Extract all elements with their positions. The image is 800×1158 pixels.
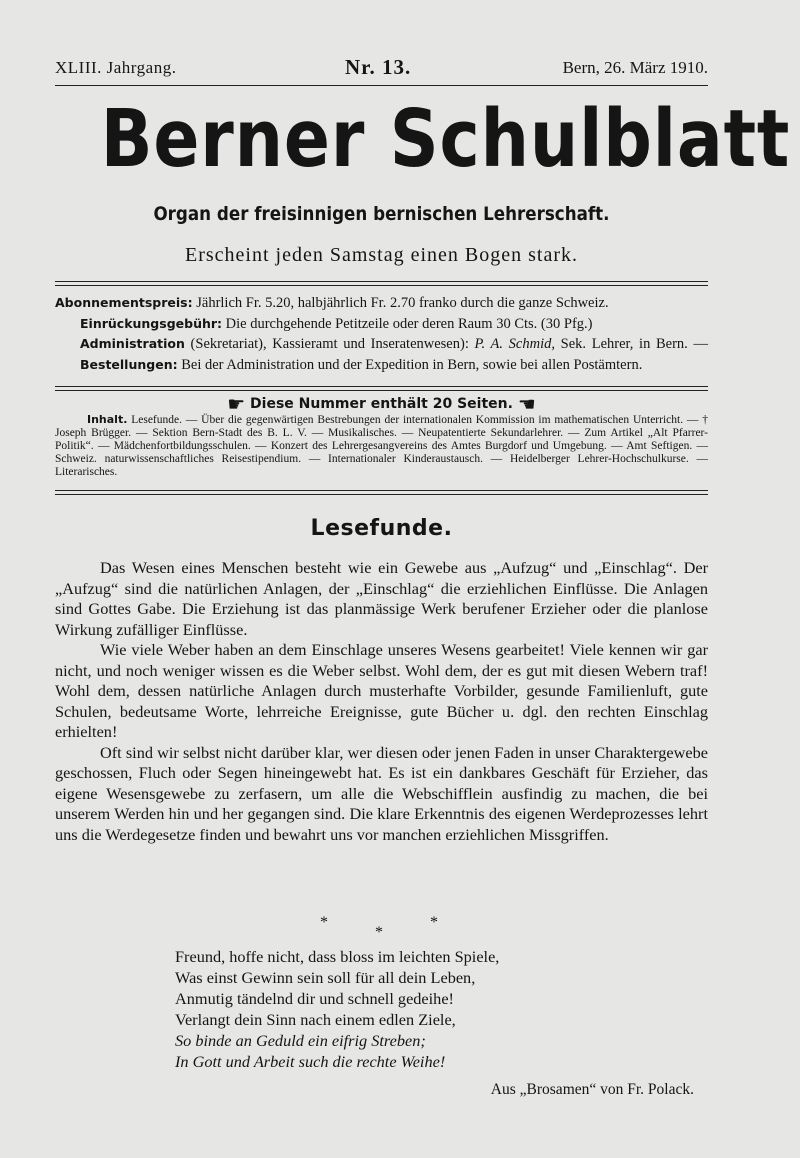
poem-line: Verlangt dein Sinn nach einem edlen Ziele, bbox=[175, 1010, 456, 1029]
poem-line: Anmutig tändelnd dir und schnell gedeihe! bbox=[175, 989, 454, 1008]
poem-line: In Gott und Arbeit such die rechte Weihe! bbox=[175, 1052, 446, 1071]
table-of-contents: Inhalt. Lesefunde. — Über die gegenwärtigen Bestrebungen der internationalen Kommission im mathematischen Unterricht. — † Joseph Brügger. — Sektion Bern-Stadt des B. L. V. — Musikalisches. — Neupatentierte Sekundarlehrer. — Zum Artikel „Alt Pfarrer-Politik“. — Mädchenfortbildungsschulen. — Konzert des Lehrergesangvereins des Amtes Burgdorf und Umgebung. — Amt Seftigen. — Schweiz. naturwissenschaftliches Reisestipendium. — Internationaler Kinderaustausch. — Heidelberger Lehrer-Hochschulkurse. — Literarisches. bbox=[55, 413, 708, 478]
poem bbox=[175, 946, 499, 1072]
rule bbox=[55, 494, 708, 495]
article-paragraph: Das Wesen eines Menschen besteht wie ein Gewebe aus „Aufzug“ und „Einschlag“. Der „Aufzug“ sind die natürlichen Anlagen, der „Einschlag“ die erziehlichen Einflüsse. Die Anlagen sind Gottes Gabe. Die Erziehung ist das planmässige Werk berufener Erzieher oder die planlose Wirkung zufälliger Einflüsse. bbox=[55, 558, 708, 639]
poem-source: Aus „Brosamen“ von Fr. Polack. bbox=[490, 1081, 694, 1098]
poem-line: Freund, hoffe nicht, dass bloss im leichten Spiele, bbox=[175, 947, 500, 966]
article-paragraph: Oft sind wir selbst nicht darüber klar, wer diesen oder jenen Faden in unser Charaktergewebe geschossen, Fluch oder Segen hineingewebt hat. Es ist ein dankbares Geschäft für Erzieher, das eigene Wesensgewebe zu zerfasern, um alle die Webschifflein ausfindig zu machen, die bei unserem Werden hin und her gegangen sind. Die klare Erkenntnis des eigenen Werdeprozesses lehrt uns die Werdegesetze finden und bewahrt uns vor manchen erziehlichen Missgriffen. bbox=[55, 742, 708, 844]
publication-frequency: Erscheint jeden Samstag einen Bogen stark. bbox=[184, 244, 578, 266]
place-date: Bern, 26. März 1910. bbox=[562, 58, 708, 77]
asterisk: * bbox=[320, 914, 328, 931]
article-title: Lesefunde. bbox=[310, 516, 453, 541]
pointing-hand-right-icon: ☛ bbox=[227, 392, 246, 416]
masthead-subtitle: Organ der freisinnigen bernischen Lehrerschaft. bbox=[153, 203, 610, 225]
rule bbox=[55, 390, 708, 391]
pointing-hand-left-icon: ☚ bbox=[517, 392, 536, 416]
asterisk: * bbox=[430, 914, 438, 931]
header-rule bbox=[55, 85, 708, 86]
admin-line: Administration (Sekretariat), Kassieramt und Inseratenwesen): P. A. Schmid, Sek. Lehrer, in Bern. — Bestellungen: Bei der Administration und der Expedition in Bern, sowie bei allen Postämtern. bbox=[80, 336, 708, 373]
rule bbox=[55, 386, 708, 387]
masthead-title: Berner Schulblatt bbox=[100, 93, 791, 185]
insert-line: Einrückungsgebühr: Die durchgehende Petitzeile oder deren Raum 30 Cts. (30 Pfg.) bbox=[80, 315, 593, 332]
rule bbox=[55, 285, 708, 286]
article-body bbox=[55, 558, 708, 845]
price-line: Abonnementspreis: Jährlich Fr. 5.20, halbjährlich Fr. 2.70 franko durch die ganze Schweiz. bbox=[55, 295, 609, 311]
article-paragraph: Wie viele Weber haben an dem Einschlage unseres Wesens gearbeitet! Viele kennen wir gar nicht, und noch weniger wissen es die Weber selbst. Wohl dem, der es gut mit diesen Webern traf! Wohl dem, dessen natürliche Anlagen durch musterhafte Vorbilder, gesunde Familienluft, gute Schulen, bedeutsame Worte, lehrreiche Ereignisse, gute Bücher u. dgl. den rechten Einschlag erhielten! bbox=[55, 640, 708, 741]
rule bbox=[55, 490, 708, 491]
poem-line: Was einst Gewinn sein soll für all dein Leben, bbox=[175, 968, 476, 987]
issue-number: Nr. 13. bbox=[345, 55, 412, 79]
page-count-notice: ☛ Diese Nummer enthält 20 Seiten. ☚ bbox=[227, 392, 536, 416]
poem-line: So binde an Geduld ein eifrig Streben; bbox=[175, 1031, 426, 1050]
volume-label: XLIII. Jahrgang. bbox=[55, 58, 177, 77]
subscription-info bbox=[55, 293, 708, 375]
asterisk: * bbox=[375, 924, 383, 941]
rule bbox=[55, 281, 708, 282]
